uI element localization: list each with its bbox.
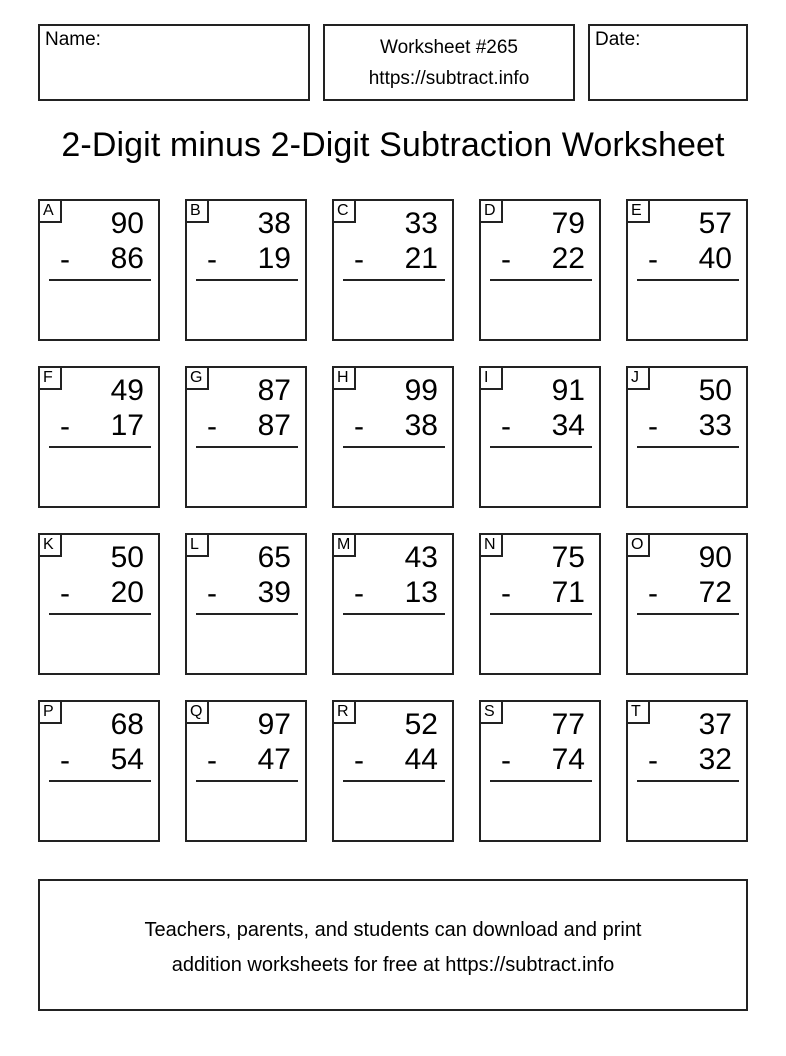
minus-sign: - — [354, 243, 364, 276]
answer-line — [343, 613, 445, 615]
subtrahend: 54 — [110, 743, 144, 776]
minus-sign: - — [207, 577, 217, 610]
subtrahend: 22 — [551, 242, 585, 275]
subtrahend: 21 — [404, 242, 438, 275]
problem-card — [479, 366, 601, 508]
minus-sign: - — [648, 577, 658, 610]
minus-sign: - — [354, 744, 364, 777]
problem-letter: S — [479, 700, 503, 724]
problem-card — [626, 366, 748, 508]
answer-line — [196, 780, 298, 782]
subtrahend: 33 — [698, 409, 732, 442]
subtrahend: 20 — [110, 576, 144, 609]
answer-line — [49, 780, 151, 782]
problem-letter: M — [332, 533, 356, 557]
minuend: 49 — [110, 374, 144, 407]
problem-card — [332, 199, 454, 341]
subtrahend: 32 — [698, 743, 732, 776]
answer-area[interactable] — [628, 450, 746, 506]
answer-line — [343, 446, 445, 448]
minus-sign: - — [501, 243, 511, 276]
minus-sign: - — [207, 744, 217, 777]
subtrahend: 17 — [110, 409, 144, 442]
minuend: 79 — [551, 207, 585, 240]
minuend: 68 — [110, 708, 144, 741]
answer-line — [196, 446, 298, 448]
name-label: Name: — [45, 29, 101, 50]
problem-card — [332, 700, 454, 842]
problem-card — [332, 533, 454, 675]
answer-line — [490, 446, 592, 448]
answer-area[interactable] — [40, 617, 158, 673]
subtrahend: 72 — [698, 576, 732, 609]
problem-card — [38, 366, 160, 508]
name-field[interactable] — [38, 24, 310, 101]
minus-sign: - — [60, 243, 70, 276]
answer-area[interactable] — [187, 617, 305, 673]
answer-line — [343, 780, 445, 782]
minuend: 97 — [257, 708, 291, 741]
answer-area[interactable] — [334, 784, 452, 840]
subtrahend: 40 — [698, 242, 732, 275]
minus-sign: - — [501, 744, 511, 777]
minus-sign: - — [648, 744, 658, 777]
minus-sign: - — [207, 243, 217, 276]
problem-card — [626, 700, 748, 842]
minuend: 91 — [551, 374, 585, 407]
site-url: https://subtract.info — [368, 68, 530, 89]
problem-card — [479, 199, 601, 341]
answer-line — [49, 446, 151, 448]
answer-area[interactable] — [40, 784, 158, 840]
subtrahend: 34 — [551, 409, 585, 442]
problem-letter: P — [38, 700, 62, 724]
worksheet-info-box — [323, 24, 575, 101]
answer-area[interactable] — [187, 450, 305, 506]
answer-area[interactable] — [481, 617, 599, 673]
date-label: Date: — [595, 29, 641, 50]
answer-area[interactable] — [334, 283, 452, 339]
answer-line — [490, 780, 592, 782]
minuend: 75 — [551, 541, 585, 574]
answer-line — [637, 613, 739, 615]
minuend: 37 — [698, 708, 732, 741]
minus-sign: - — [648, 243, 658, 276]
problem-card — [479, 700, 601, 842]
minus-sign: - — [207, 410, 217, 443]
answer-line — [637, 780, 739, 782]
minus-sign: - — [501, 577, 511, 610]
answer-area[interactable] — [187, 784, 305, 840]
minus-sign: - — [354, 410, 364, 443]
answer-area[interactable] — [481, 450, 599, 506]
answer-line — [637, 279, 739, 281]
problem-letter: T — [626, 700, 650, 724]
problem-card — [185, 366, 307, 508]
problem-letter: N — [479, 533, 503, 557]
problem-letter: C — [332, 199, 356, 223]
minus-sign: - — [60, 410, 70, 443]
answer-area[interactable] — [334, 450, 452, 506]
answer-line — [490, 279, 592, 281]
answer-area[interactable] — [628, 784, 746, 840]
footer-line-1: Teachers, parents, and students can download and print — [144, 919, 642, 941]
minuend: 65 — [257, 541, 291, 574]
answer-area[interactable] — [40, 283, 158, 339]
subtrahend: 38 — [404, 409, 438, 442]
minus-sign: - — [60, 744, 70, 777]
problem-letter: B — [185, 199, 209, 223]
minuend: 90 — [698, 541, 732, 574]
problem-letter: F — [38, 366, 62, 390]
answer-area[interactable] — [334, 617, 452, 673]
minus-sign: - — [501, 410, 511, 443]
minuend: 90 — [110, 207, 144, 240]
problem-card — [185, 533, 307, 675]
problem-letter: L — [185, 533, 209, 557]
answer-line — [196, 613, 298, 615]
date-field[interactable] — [588, 24, 748, 101]
minuend: 38 — [257, 207, 291, 240]
problem-letter: Q — [185, 700, 209, 724]
subtrahend: 39 — [257, 576, 291, 609]
subtrahend: 13 — [404, 576, 438, 609]
answer-area[interactable] — [187, 283, 305, 339]
problem-card — [38, 700, 160, 842]
minuend: 77 — [551, 708, 585, 741]
subtrahend: 87 — [257, 409, 291, 442]
minuend: 33 — [404, 207, 438, 240]
minus-sign: - — [648, 410, 658, 443]
minus-sign: - — [60, 577, 70, 610]
problem-letter: J — [626, 366, 650, 390]
minus-sign: - — [354, 577, 364, 610]
footer-line-2: addition worksheets for free at https://subtract.info — [171, 954, 615, 976]
answer-area[interactable] — [481, 283, 599, 339]
subtrahend: 19 — [257, 242, 291, 275]
answer-area[interactable] — [628, 283, 746, 339]
problem-card — [185, 199, 307, 341]
subtrahend: 71 — [551, 576, 585, 609]
problem-card — [479, 533, 601, 675]
minuend: 50 — [110, 541, 144, 574]
answer-line — [196, 279, 298, 281]
problem-letter: H — [332, 366, 356, 390]
problem-card — [626, 199, 748, 341]
minuend: 43 — [404, 541, 438, 574]
problem-card — [332, 366, 454, 508]
problem-letter: R — [332, 700, 356, 724]
minuend: 87 — [257, 374, 291, 407]
subtrahend: 44 — [404, 743, 438, 776]
problem-card — [185, 700, 307, 842]
answer-area[interactable] — [40, 450, 158, 506]
minuend: 99 — [404, 374, 438, 407]
subtrahend: 74 — [551, 743, 585, 776]
subtrahend: 86 — [110, 242, 144, 275]
answer-area[interactable] — [481, 784, 599, 840]
problem-letter: G — [185, 366, 209, 390]
problem-letter: D — [479, 199, 503, 223]
answer-line — [49, 279, 151, 281]
problem-card — [38, 199, 160, 341]
minuend: 52 — [404, 708, 438, 741]
answer-line — [49, 613, 151, 615]
answer-area[interactable] — [628, 617, 746, 673]
problem-card — [38, 533, 160, 675]
page-title: 2-Digit minus 2-Digit Subtraction Worksheet — [61, 126, 725, 164]
problem-letter: O — [626, 533, 650, 557]
subtrahend: 47 — [257, 743, 291, 776]
answer-line — [490, 613, 592, 615]
minuend: 50 — [698, 374, 732, 407]
problem-letter: I — [479, 366, 503, 390]
answer-line — [343, 279, 445, 281]
answer-line — [637, 446, 739, 448]
minuend: 57 — [698, 207, 732, 240]
problem-card — [626, 533, 748, 675]
worksheet-number: Worksheet #265 — [379, 37, 518, 58]
problem-letter: A — [38, 199, 62, 223]
problem-letter: K — [38, 533, 62, 557]
problem-letter: E — [626, 199, 650, 223]
footer-box — [38, 879, 748, 1011]
